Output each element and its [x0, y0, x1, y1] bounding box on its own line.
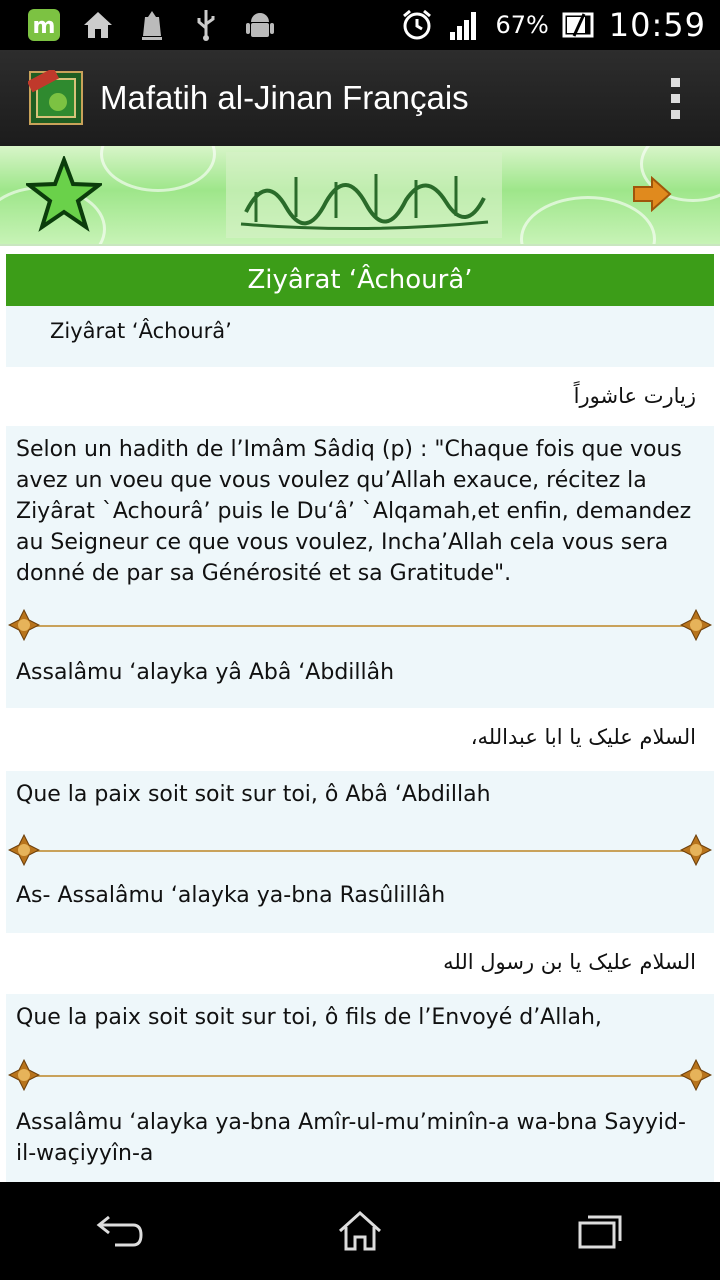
battery-percent: 67%	[495, 11, 549, 39]
alarm-icon	[399, 7, 435, 43]
content-scroll[interactable]	[0, 244, 720, 1184]
subtitle-block	[6, 306, 714, 367]
usb-icon	[188, 7, 224, 43]
notification-icon	[134, 7, 170, 43]
ornament-icon	[8, 1059, 40, 1091]
translit-text: Assalâmu ‘alayka ya-bna Amîr-ul-mu’minîn-a wa-bna Sayyid-il-waçiyyîn-a	[16, 1110, 686, 1166]
intro-text: Selon un hadith de l’Imâm Sâdiq (p) : "Chaque fois que vous avez un voeu que vous voulez qu’Allah exauce, récitez la Ziyârat `Achourâ’ puis le Du‘â’ `Alqamah,et enfin, demandez au Seigneur ce que vous voulez, Incha’Allah cela vous sera donné de par sa Générosité et sa Gratitude".	[16, 437, 692, 586]
verse-translit	[6, 647, 714, 708]
translit-text: As- Assalâmu ‘alayka ya-bna Rasûlillâh	[16, 883, 446, 908]
verse-translit	[6, 1097, 714, 1184]
page-title: Ziyârat ‘Âchourâ’	[6, 254, 714, 306]
home-nav-icon[interactable]	[325, 1201, 395, 1261]
home-icon	[80, 7, 116, 43]
overflow-menu-icon[interactable]	[671, 78, 680, 119]
ornament-icon	[8, 609, 40, 641]
clock: 10:59	[608, 6, 706, 44]
translation-text: Que la paix soit soit sur toi, ô fils de l’Envoyé d’Allah,	[16, 1005, 602, 1030]
status-bar	[0, 0, 720, 50]
verse-translit	[6, 872, 714, 933]
next-arrow-icon[interactable]	[632, 176, 672, 216]
arabic-title-block	[6, 367, 714, 426]
verse-arabic	[6, 933, 714, 994]
verse-translation	[6, 994, 714, 1055]
ornament-icon	[680, 1059, 712, 1091]
header-banner	[0, 146, 720, 244]
arabic-text: السلام علیک یا بن رسول الله	[443, 950, 696, 974]
subtitle-text: Ziyârat ‘Âchourâ’	[50, 319, 232, 343]
svg-text:m: m	[32, 14, 56, 39]
arabic-title-text: زيارت عاشوراً	[573, 384, 696, 408]
arabic-text: السلام علیک یا ابا عبدالله،	[470, 725, 696, 749]
favorite-star-icon[interactable]	[26, 156, 102, 236]
ornament-divider	[6, 830, 714, 872]
verse-arabic	[6, 708, 714, 771]
battery-icon	[561, 7, 597, 43]
android-icon	[242, 7, 278, 43]
verse-translation	[6, 771, 714, 830]
recent-apps-icon[interactable]	[565, 1201, 635, 1261]
ornament-icon	[680, 609, 712, 641]
calligraphy-banner	[226, 152, 502, 238]
translit-text: Assalâmu ‘alayka yâ Abâ ‘Abdillâh	[16, 660, 395, 685]
m-app-icon	[26, 7, 62, 43]
signal-icon	[447, 7, 483, 43]
back-icon[interactable]	[85, 1201, 155, 1261]
translation-text: Que la paix soit soit sur toi, ô Abâ ‘Abdillah	[16, 782, 491, 807]
ornament-divider	[6, 1055, 714, 1097]
app-logo[interactable]	[28, 70, 84, 126]
ornament-divider	[6, 605, 714, 647]
intro-block	[6, 426, 714, 605]
ornament-icon	[680, 834, 712, 866]
action-bar	[0, 50, 720, 148]
navigation-bar	[0, 1182, 720, 1280]
app-title: Mafatih al-Jinan Français	[100, 79, 469, 116]
ornament-icon	[8, 834, 40, 866]
